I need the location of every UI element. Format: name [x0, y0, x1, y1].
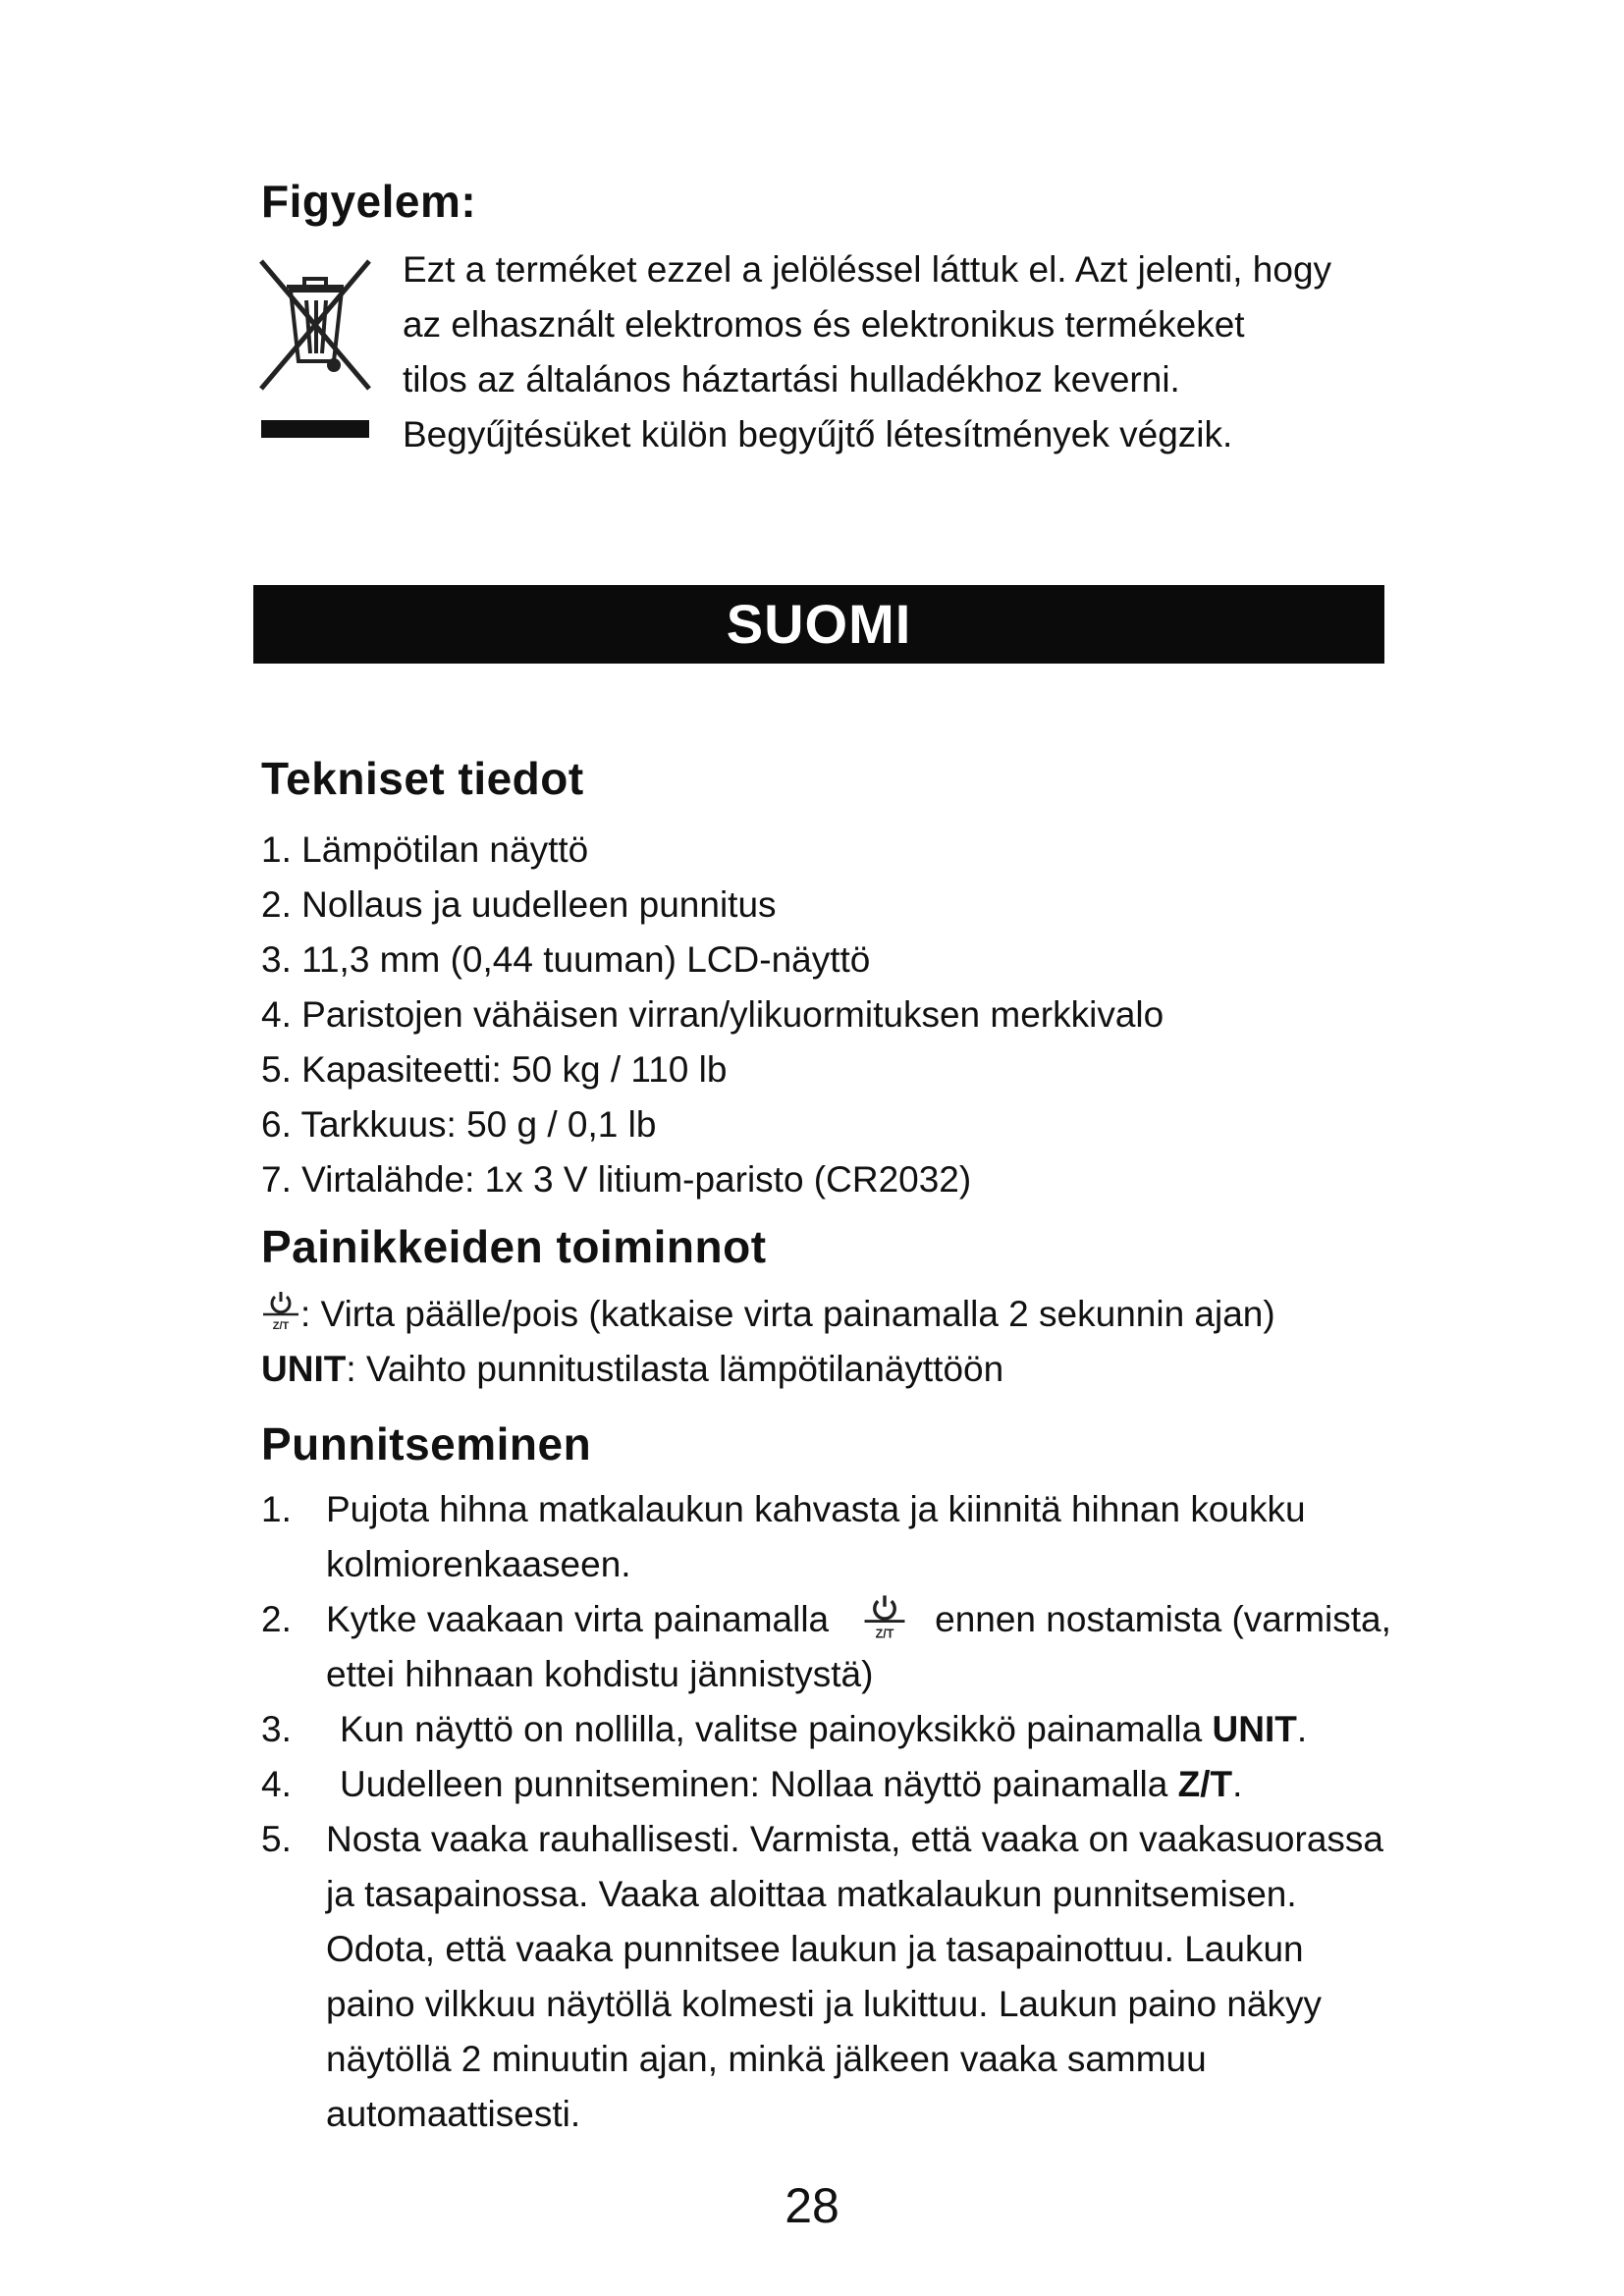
list-item: 6. Tarkkuus: 50 g / 0,1 lb — [261, 1104, 657, 1145]
power-button-description — [261, 1287, 1275, 1342]
step-end: . — [1232, 1764, 1243, 1804]
step-number: 1. — [261, 1489, 292, 1529]
warning-line: az elhasznált elektromos és elektronikus termékeket — [403, 304, 1245, 345]
list-item: 4. Paristojen vähäisen virran/ylikuormituksen merkkivalo — [261, 994, 1164, 1035]
power-icon-text: Z/T — [272, 1320, 290, 1332]
step-text: Kytke vaakaan virta painamalla — [326, 1599, 830, 1639]
unit-desc: : Vaihto punnitustilasta lämpötilanäyttöön — [346, 1349, 1004, 1389]
step-text: Nosta vaaka rauhallisesti. Varmista, että vaaka on vaakasuorassa ja tasapainossa. Vaaka aloittaa matkalaukun punnitsemisen. Odota, että vaaka punnitsee laukun ja tasapainottuu. Laukun paino vilkkuu näytöllä kolmesti ja lukittuu. Laukun paino näkyy näytöllä 2 minuutin ajan, minkä jälkeen vaaka sammuu automaattisesti. — [326, 1819, 1383, 2134]
specs-title: Tekniset tiedot — [261, 753, 584, 804]
step-bold: Z/T — [1177, 1764, 1233, 1804]
list-item — [261, 1702, 1400, 1757]
warning-line: Ezt a terméket ezzel a jelöléssel láttuk el. Azt jelenti, hogy — [403, 249, 1332, 290]
step-text: Uudelleen punnitseminen: Nollaa näyttö painamalla — [340, 1764, 1168, 1804]
list-item — [261, 1592, 1400, 1702]
language-banner: SUOMI — [253, 585, 1384, 664]
step-text: Kun näyttö on nollilla, valitse painoyksikkö painamalla — [340, 1709, 1203, 1749]
warning-line: Begyűjtésüket külön begyűjtő létesítmények végzik. — [403, 414, 1233, 454]
buttons-title: Painikkeiden toiminnot — [261, 1221, 767, 1272]
unit-label: UNIT — [261, 1349, 347, 1389]
list-item — [261, 1482, 1400, 1592]
power-desc: : Virta päälle/pois (katkaise virta painamalla 2 sekunnin ajan) — [300, 1294, 1275, 1334]
list-item: 3. 11,3 mm (0,44 tuuman) LCD-näyttö — [261, 939, 871, 980]
warning-line: tilos az általános háztartási hulladékhoz keverni. — [403, 359, 1180, 400]
list-item: 7. Virtalähde: 1x 3 V litium-paristo (CR2032) — [261, 1159, 972, 1200]
step-number: 4. — [261, 1764, 292, 1804]
weighing-title: Punnitseminen — [261, 1418, 592, 1469]
list-item: 1. Lämpötilan näyttö — [261, 829, 589, 870]
power-zt-button-icon — [261, 1289, 300, 1332]
warning-title: Figyelem: — [261, 176, 477, 227]
crossed-out-wheelie-bin-icon — [257, 255, 373, 442]
step-number: 3. — [261, 1709, 292, 1749]
list-item — [261, 1812, 1400, 2142]
step-text: Pujota hihna matkalaukun kahvasta ja kiinnitä hihnan koukku kolmiorenkaaseen. — [326, 1489, 1306, 1584]
power-zt-button-icon — [862, 1592, 907, 1641]
step-bold: UNIT — [1212, 1709, 1297, 1749]
step-end: . — [1296, 1709, 1308, 1749]
list-item: 5. Kapasiteetti: 50 kg / 110 lb — [261, 1049, 728, 1090]
step-number: 2. — [261, 1599, 292, 1639]
unit-button-description — [261, 1342, 1003, 1397]
warning-text — [403, 242, 1404, 462]
list-item: 2. Nollaus ja uudelleen punnitus — [261, 884, 777, 925]
step-text: ennen nostamista (varmista, ettei hihnaan kohdistu jännistystä) — [326, 1599, 1391, 1694]
weighing-steps — [261, 1482, 1400, 2142]
page-number: 28 — [785, 2178, 839, 2233]
step-number: 5. — [261, 1819, 292, 1859]
specs-list — [261, 823, 1164, 1207]
power-icon-text: Z/T — [875, 1627, 894, 1641]
list-item — [261, 1757, 1400, 1812]
